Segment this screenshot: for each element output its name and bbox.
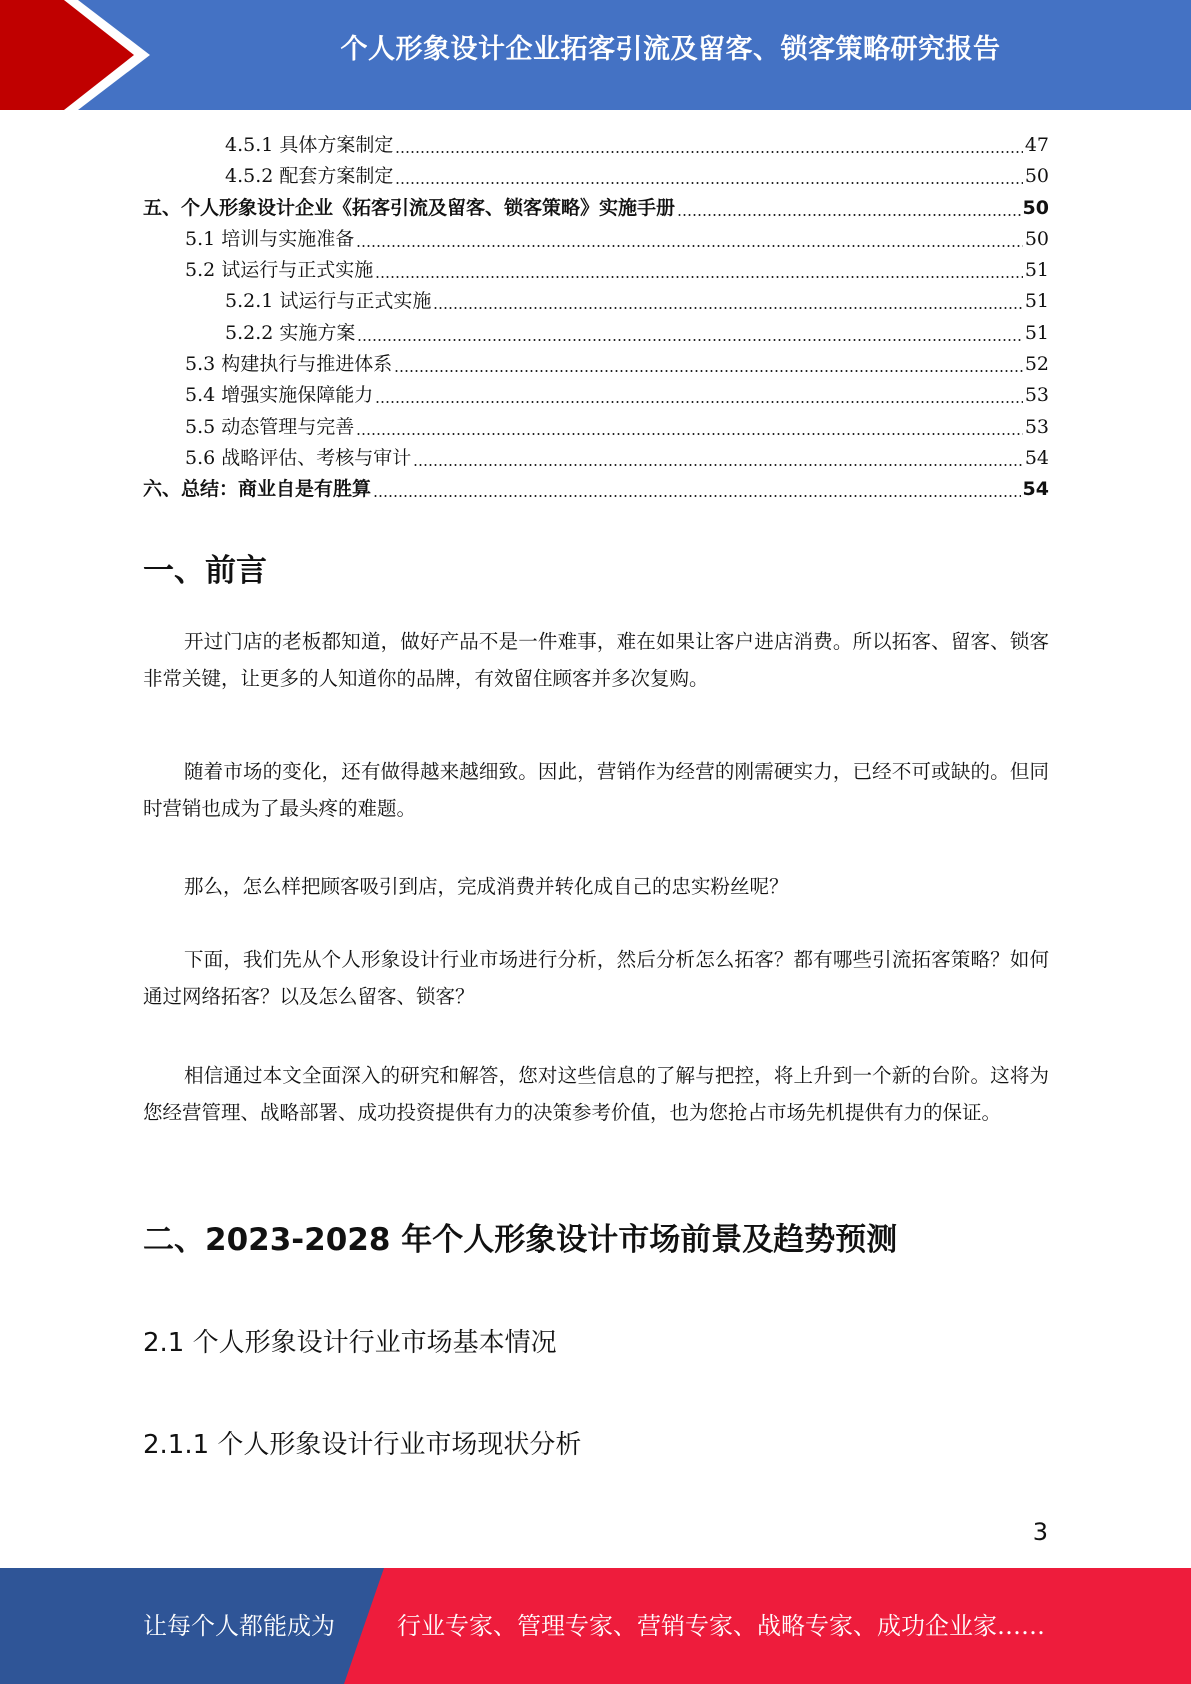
- paragraph-3: 那么，怎么样把顾客吸引到店，完成消费并转化成自己的忠实粉丝呢？: [184, 875, 789, 898]
- toc-entry-page: 54: [1024, 446, 1049, 469]
- toc-leader-dots: [375, 260, 1023, 279]
- toc-entry[interactable]: [143, 380, 1049, 411]
- toc-entry-page: 52: [1024, 353, 1049, 376]
- toc-leader-dots: [413, 448, 1023, 467]
- toc-leader-dots: [373, 479, 1021, 498]
- toc-entry-label: 五、个人形象设计企业《拓客引流及留客、锁客策略》实施手册: [143, 196, 676, 219]
- toc-entry[interactable]: [143, 193, 1049, 224]
- toc-entry-page: 51: [1024, 290, 1049, 313]
- toc-entry-label: 5.2 试运行与正式实施: [185, 259, 374, 282]
- toc-leader-dots: [356, 417, 1023, 436]
- toc-leader-dots: [357, 323, 1022, 342]
- toc-entry-label: 5.4 增强实施保障能力: [185, 384, 374, 407]
- toc-entry-label: 4.5.1 具体方案制定: [225, 134, 394, 156]
- page-header: [0, 0, 1191, 110]
- toc-entry-label: 4.5.2 配套方案制定: [225, 165, 394, 188]
- subsection-heading-2-1: 2.1 个人形象设计行业市场基本情况: [143, 1328, 557, 1358]
- page-footer: [0, 1568, 1191, 1684]
- toc-entry[interactable]: [143, 224, 1049, 255]
- header-arrow-red: [0, 0, 134, 110]
- toc-leader-dots: [395, 135, 1022, 154]
- toc-leader-dots: [394, 354, 1023, 373]
- toc-leader-dots: [375, 385, 1023, 404]
- toc-leader-dots: [356, 229, 1023, 248]
- toc-leader-dots: [395, 166, 1022, 185]
- page-number: 3: [1032, 1518, 1048, 1546]
- toc-entry-label: 5.2.1 试运行与正式实施: [225, 290, 432, 313]
- paragraph-2: 随着市场的变化，还有做得越来越细致。因此，营销作为经营的刚需硬实力，已经不可或缺的。但同时营销也成为了最头疼的难题。: [143, 760, 1049, 820]
- toc-entry[interactable]: [143, 412, 1049, 443]
- subsection-heading-2-1-1: 2.1.1 个人形象设计行业市场现状分析: [143, 1430, 582, 1460]
- toc-leader-dots: [433, 291, 1022, 310]
- toc-entry-label: 六、总结：商业自是有胜算: [143, 478, 372, 501]
- paragraph-1: 开过门店的老板都知道，做好产品不是一件难事，难在如果让客户进店消费。所以拓客、留客、锁客非常关键，让更多的人知道你的品牌，有效留住顾客并多次复购。: [143, 630, 1049, 690]
- footer-slogan-left: 让每个人都能成为: [143, 1612, 335, 1640]
- toc-entry-label: 5.5 动态管理与完善: [185, 415, 355, 438]
- toc-entry[interactable]: [143, 130, 1049, 161]
- section-heading-market: 二、2023-2028 年个人形象设计市场前景及趋势预测: [143, 1222, 898, 1258]
- table-of-contents: [143, 130, 1049, 506]
- toc-entry-page: 47: [1024, 134, 1049, 156]
- toc-entry-label: 5.1 培训与实施准备: [185, 227, 355, 250]
- paragraph-4: 下面，我们先从个人形象设计行业市场进行分析，然后分析怎么拓客？都有哪些引流拓客策略？如何通过网络拓客？以及怎么留客、锁客？: [143, 948, 1049, 1008]
- toc-entry-page: 50: [1024, 227, 1049, 250]
- toc-entry-label: 5.3 构建执行与推进体系: [185, 353, 393, 376]
- section-heading-preface: 一、前言: [143, 553, 267, 589]
- toc-entry[interactable]: [143, 318, 1049, 349]
- toc-entry-page: 54: [1022, 478, 1049, 501]
- toc-entry-label: 5.2.2 实施方案: [225, 321, 356, 344]
- toc-entry-page: 50: [1022, 196, 1049, 219]
- toc-leader-dots: [677, 198, 1021, 217]
- footer-slogan-right: 行业专家、管理专家、营销专家、战略专家、成功企业家……: [397, 1612, 1045, 1640]
- header-title: 个人形象设计企业拓客引流及留客、锁客策略研究报告: [340, 34, 1001, 65]
- toc-entry-page: 51: [1024, 321, 1049, 344]
- toc-entry-page: 53: [1024, 415, 1049, 438]
- toc-entry-page: 50: [1024, 165, 1049, 188]
- paragraph-5: 相信通过本文全面深入的研究和解答，您对这些信息的了解与把控，将上升到一个新的台阶。这将为您经营管理、战略部署、成功投资提供有力的决策参考价值，也为您抢占市场先机提供有力的保证。: [143, 1064, 1049, 1124]
- toc-entry[interactable]: [143, 255, 1049, 286]
- toc-entry-label: 5.6 战略评估、考核与审计: [185, 446, 412, 469]
- toc-entry[interactable]: [143, 349, 1049, 380]
- toc-entry[interactable]: [143, 443, 1049, 474]
- toc-entry[interactable]: [143, 286, 1049, 317]
- toc-entry[interactable]: [143, 474, 1049, 505]
- toc-entry[interactable]: [143, 161, 1049, 192]
- toc-entry-page: 51: [1024, 259, 1049, 282]
- toc-entry-page: 53: [1024, 384, 1049, 407]
